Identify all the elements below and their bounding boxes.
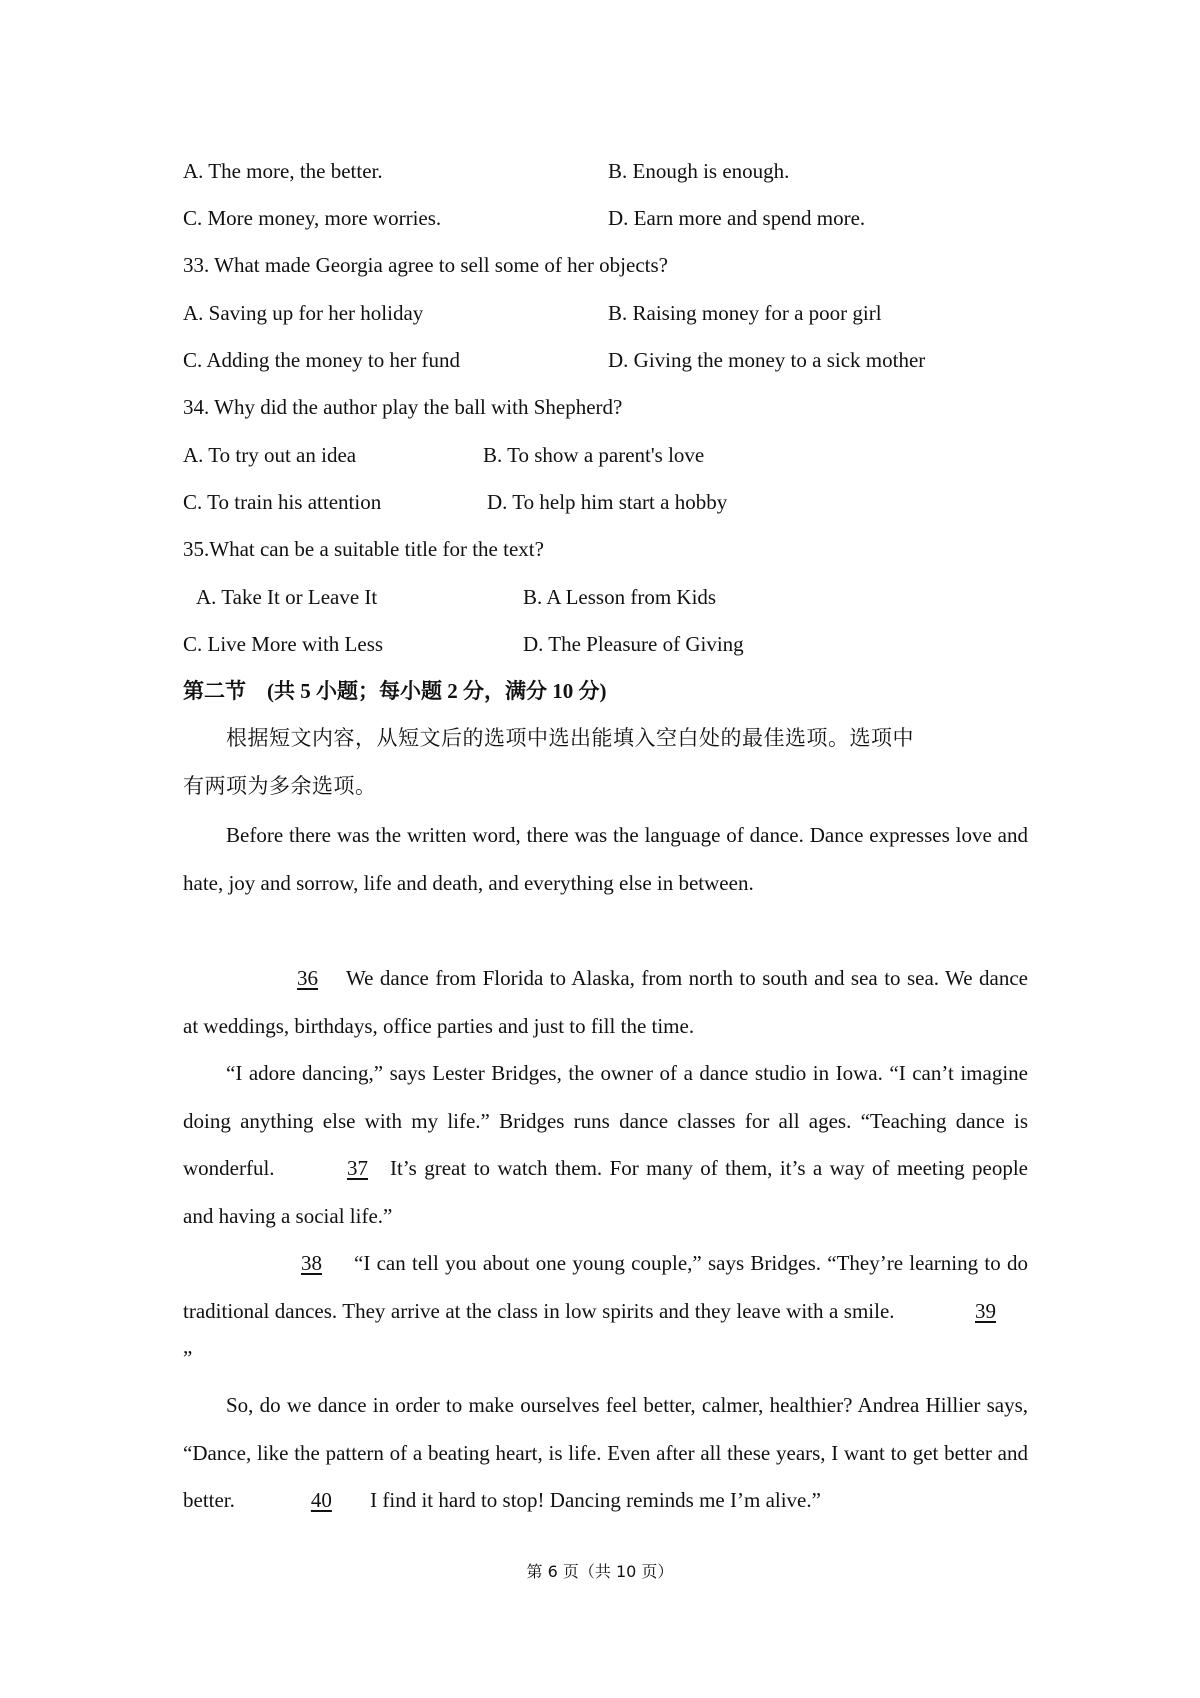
blank-39-number: 39 bbox=[975, 1298, 996, 1323]
blank-36 bbox=[226, 955, 346, 1003]
instruction-line-2: 有两项为多余选项。 bbox=[183, 774, 377, 798]
passage-paragraph-3 bbox=[183, 1050, 1028, 1240]
blank-37-number: 37 bbox=[346, 1156, 368, 1180]
blank-39 bbox=[900, 1288, 1028, 1336]
q33-option-d: D. Giving the money to a sick mother bbox=[608, 348, 926, 372]
q34-option-a: A. To try out an idea bbox=[183, 443, 357, 467]
paragraph-3-text-after: It’s great to watch them. For many of them, it’s a way of meeting people and having a social life.” bbox=[183, 1156, 1028, 1228]
page-number: 第 6 页（共 10 页） bbox=[526, 1562, 674, 1581]
paragraph-4-end: ” bbox=[183, 1346, 193, 1370]
q32-option-c: C. More money, more worries. bbox=[183, 206, 442, 230]
q34-question: 34. Why did the author play the ball with Shepherd? bbox=[183, 395, 623, 419]
blank-38 bbox=[226, 1240, 354, 1288]
passage-paragraph-2 bbox=[183, 955, 1028, 1050]
q34-option-d: D. To help him start a hobby bbox=[487, 490, 728, 514]
passage-paragraph-5 bbox=[183, 1382, 1028, 1525]
instruction-line-1: 根据短文内容，从短文后的选项中选出能填入空白处的最佳选项。选项中 bbox=[226, 726, 914, 750]
q33-option-a: A. Saving up for her holiday bbox=[183, 301, 424, 325]
blank-36-number: 36 bbox=[297, 966, 318, 990]
paragraph-1-text: Before there was the written word, there was the language of dance. Dance expresses love and hate, joy and sorrow, life and death, and everything else in between. bbox=[183, 823, 1028, 895]
q35-option-d: D. The Pleasure of Giving bbox=[523, 632, 744, 656]
q32-option-a: A. The more, the better. bbox=[183, 159, 383, 183]
paragraph-4-text: “I can tell you about one young couple,” says Bridges. “They’re learning to do traditional dances. They arrive at the class in low spirits and they leave with a smile. bbox=[183, 1251, 1028, 1323]
blank-37 bbox=[282, 1145, 390, 1193]
q32-option-d: D. Earn more and spend more. bbox=[608, 206, 866, 230]
paragraph-5-text-after: I find it hard to stop! Dancing reminds me I’m alive.” bbox=[364, 1488, 821, 1512]
q35-question: 35.What can be a suitable title for the text? bbox=[183, 537, 544, 561]
q34-option-c: C. To train his attention bbox=[183, 490, 382, 514]
q35-option-b: B. A Lesson from Kids bbox=[523, 585, 717, 609]
paragraph-3-text-before: “I adore dancing,” says Lester Bridges, the owner of a dance studio in Iowa. “I can’t imagine doing anything else with my life.” Bridges runs dance classes for all ages. “Teaching dance is wonderful. bbox=[183, 1061, 1028, 1180]
paragraph-5-text-before: So, do we dance in order to make ourselves feel better, calmer, healthier? Andrea Hillier says, “Dance, like the pattern of a beating heart, is life. Even after all these years, I want to get better and better. bbox=[183, 1393, 1028, 1512]
q33-option-b: B. Raising money for a poor girl bbox=[608, 301, 882, 325]
q32-option-b: B. Enough is enough. bbox=[608, 159, 790, 183]
section-heading: 第二节 (共 5 小题；每小题 2 分，满分 10 分) bbox=[183, 679, 607, 703]
q35-option-c: C. Live More with Less bbox=[183, 632, 384, 656]
blank-40 bbox=[235, 1477, 365, 1525]
q35-option-a: A. Take It or Leave It bbox=[196, 585, 378, 609]
passage-paragraph-4 bbox=[183, 1240, 1028, 1383]
q33-option-c: C. Adding the money to her fund bbox=[183, 348, 461, 372]
blank-38-number: 38 bbox=[301, 1251, 322, 1275]
q33-question: 33. What made Georgia agree to sell some of her objects? bbox=[183, 253, 668, 277]
q34-option-b: B. To show a parent's love bbox=[483, 443, 705, 467]
blank-40-number: 40 bbox=[310, 1488, 332, 1512]
paragraph-2-text: We dance from Florida to Alaska, from north to south and sea to sea. We dance at weddings, birthdays, office parties and just to fill the time. bbox=[183, 966, 1028, 1038]
passage-paragraph-1 bbox=[183, 812, 1028, 907]
